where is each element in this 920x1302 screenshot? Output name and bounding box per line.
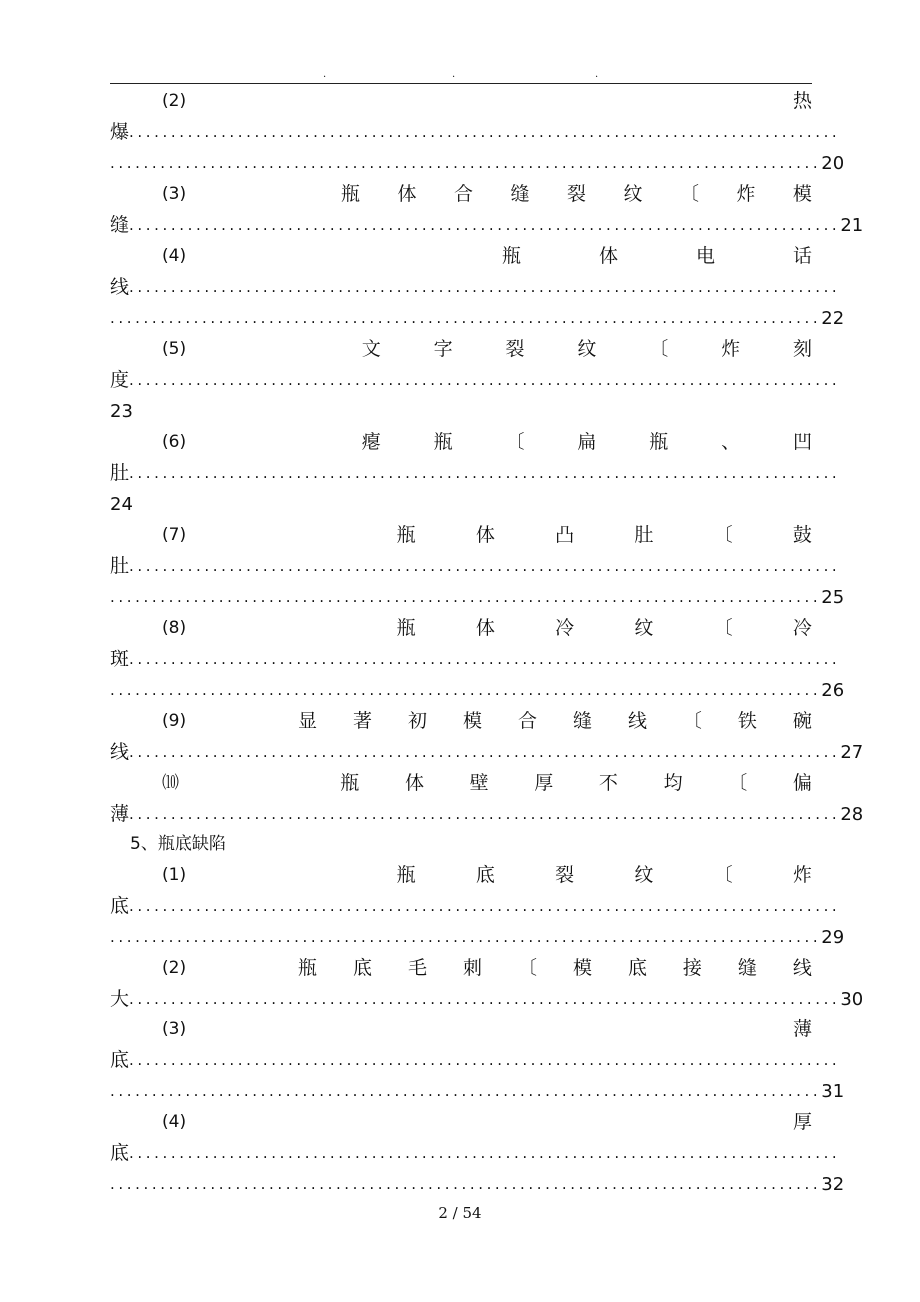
entry-number: (5)	[162, 339, 187, 359]
entry-title-char: 〔	[649, 338, 669, 360]
dot-leader: .....................................................................................	[110, 1082, 822, 1100]
toc-entry-continuation	[110, 210, 864, 241]
entry-title-char: 大	[110, 988, 130, 1010]
entry-title-char: 瓶	[396, 617, 416, 639]
entry-title-char: 〔	[713, 864, 733, 886]
dot-leader: .....................................................................................	[129, 897, 841, 915]
entry-title-char: 底	[110, 1142, 130, 1164]
entry-title-char: 话	[792, 245, 812, 267]
entry-title-char: 裂	[555, 864, 575, 886]
toc-entry-page-line	[110, 396, 812, 427]
header-rule	[110, 83, 812, 84]
toc-entry-page-line	[110, 1169, 845, 1200]
entry-title-char: 〔	[728, 772, 748, 794]
dot-leader: .....................................................................................	[110, 928, 822, 946]
page-number: 27	[840, 742, 864, 763]
entry-title-char: 厚	[792, 1111, 812, 1133]
entry-title-char: 铁	[737, 710, 757, 732]
entry-number: (3)	[162, 184, 187, 204]
entry-title-char: 线	[792, 957, 812, 979]
toc-entry-page-line	[110, 675, 845, 706]
toc-entry-continuation	[110, 272, 841, 303]
toc-entry-dented-bottle[interactable]	[110, 427, 812, 458]
entry-title-char: 纹	[623, 183, 643, 205]
toc-entry-bottom-crack[interactable]	[110, 860, 812, 891]
entry-title-char: 线	[110, 276, 130, 298]
entry-title-char: 纹	[577, 338, 597, 360]
dot-leader: .....................................................................................	[129, 805, 841, 823]
toc-entry-seam-crack[interactable]	[110, 179, 812, 210]
toc-entry-page-line	[110, 1076, 845, 1107]
dot-leader: .....................................................................................	[129, 278, 841, 296]
entry-title-char: 凸	[555, 524, 575, 546]
entry-title-char: 裂	[505, 338, 525, 360]
entry-title-char: 缝	[510, 183, 530, 205]
entry-number: (8)	[162, 618, 187, 638]
entry-title-char: 线	[110, 741, 130, 763]
header-dot: .	[452, 69, 456, 80]
dot-leader: .....................................................................................	[129, 990, 841, 1008]
entry-title-char: 瓶	[396, 864, 416, 886]
entry-title-char: 肚	[634, 524, 654, 546]
entry-title-char: 瓶	[433, 431, 453, 453]
toc-entry-continuation	[110, 799, 864, 830]
entry-title-char: 肚	[110, 555, 130, 577]
entry-title-char: 刺	[462, 957, 482, 979]
page-number: 20	[821, 153, 845, 174]
entry-title-char: 显	[298, 710, 318, 732]
dot-leader: .....................................................................................	[129, 743, 841, 761]
entry-number: (2)	[162, 958, 187, 978]
section-title: 瓶底缺陷	[157, 834, 226, 854]
entry-title-char: 碗	[792, 710, 812, 732]
toc-entry-continuation	[110, 984, 864, 1015]
entry-title-char: 扁	[577, 431, 597, 453]
entry-title-char: 度	[110, 369, 130, 391]
entry-title-char: 〔	[713, 524, 733, 546]
entry-title-char: 文	[361, 338, 381, 360]
page-number: 30	[840, 989, 864, 1010]
entry-title-char: 瘪	[361, 431, 381, 453]
entry-title-char: 模	[572, 957, 592, 979]
dot-leader: .....................................................................................	[129, 1051, 841, 1069]
entry-title-char: 薄	[792, 1018, 812, 1040]
entry-title-char: 体	[475, 617, 495, 639]
entry-title-char: 底	[110, 1049, 130, 1071]
entry-title-char: 〔	[679, 183, 699, 205]
toc-entry-thick-bottom[interactable]	[110, 1107, 812, 1138]
entry-title-char: 凹	[792, 431, 812, 453]
toc-entry-continuation	[110, 644, 841, 675]
entry-title-char: 〔	[713, 617, 733, 639]
entry-title-char: 〔	[517, 957, 537, 979]
entry-title-char: 〔	[682, 710, 702, 732]
entry-title-char: 合	[454, 183, 474, 205]
toc-entry-thin-bottom[interactable]	[110, 1014, 812, 1045]
dot-leader: .....................................................................................	[129, 1144, 841, 1162]
toc-entry-page-line	[110, 582, 845, 613]
dot-leader: .....................................................................................	[110, 588, 822, 606]
entry-title-char: 电	[696, 245, 716, 267]
entry-title-char: 热	[792, 90, 812, 112]
entry-title-char: 合	[517, 710, 537, 732]
entry-title-char: 炸	[736, 183, 756, 205]
entry-title-char: 炸	[721, 338, 741, 360]
toc-entry-continuation	[110, 1045, 841, 1076]
toc-entry-page-line	[110, 922, 845, 953]
page-number: 23	[110, 401, 133, 422]
entry-title-char: 厚	[534, 772, 554, 794]
section-number: 5、	[130, 834, 158, 854]
toc-entry-hot-burst[interactable]	[110, 86, 812, 117]
entry-title-char: 瓶	[502, 245, 522, 267]
entry-title-char: 模	[462, 710, 482, 732]
entry-number: (3)	[162, 1019, 187, 1039]
page-number: 21	[840, 215, 864, 236]
entry-title-char: 线	[627, 710, 647, 732]
entry-title-char: 薄	[110, 803, 130, 825]
entry-title-char: 底	[475, 864, 495, 886]
page-number: 25	[821, 587, 845, 608]
dot-leader: .....................................................................................	[129, 371, 841, 389]
entry-title-char: 〔	[505, 431, 525, 453]
entry-number: (7)	[162, 525, 187, 545]
dot-leader: .....................................................................................	[129, 650, 841, 668]
toc-entry-continuation	[110, 737, 864, 768]
page-number: 26	[821, 680, 845, 701]
entry-title-char: 缝	[110, 214, 130, 236]
section-heading[interactable]	[130, 829, 226, 860]
entry-title-char: 著	[353, 710, 373, 732]
entry-title-char: 鼓	[792, 524, 812, 546]
page-number: 22	[821, 308, 845, 329]
toc-entry-continuation	[110, 891, 841, 922]
page-number: 24	[110, 494, 133, 515]
entry-title-char: 瓶	[340, 772, 360, 794]
dot-leader: .....................................................................................	[110, 154, 822, 172]
entry-title-char: 体	[475, 524, 495, 546]
toc-entry-continuation	[110, 1138, 841, 1169]
entry-title-char: 冷	[555, 617, 575, 639]
entry-title-char: 炸	[792, 864, 812, 886]
toc-entry-page-line	[110, 148, 845, 179]
entry-title-char: 体	[404, 772, 424, 794]
toc-entry-continuation	[110, 551, 841, 582]
entry-title-char: 瓶	[341, 183, 361, 205]
dot-leader: .....................................................................................	[129, 464, 841, 482]
toc-entry-uneven-wall[interactable]	[110, 768, 812, 799]
page-number: 32	[821, 1174, 845, 1195]
toc-entry-bottom-burr[interactable]	[110, 953, 812, 984]
header-dot: .	[595, 69, 599, 80]
page-footer: 2 / 54	[438, 1204, 482, 1222]
entry-title-char: 体	[599, 245, 619, 267]
toc-entry-continuation	[110, 365, 841, 396]
dot-leader: .....................................................................................	[110, 1175, 822, 1193]
dot-leader: .....................................................................................	[110, 309, 822, 327]
dot-leader: .....................................................................................	[129, 557, 841, 575]
entry-title-char: 纹	[634, 864, 654, 886]
entry-title-char: 刻	[792, 338, 812, 360]
entry-title-char: 体	[397, 183, 417, 205]
entry-title-char: 初	[408, 710, 428, 732]
page-number: 29	[821, 927, 845, 948]
toc-entry-text-crack[interactable]	[110, 334, 812, 365]
toc-entry-phone-line[interactable]	[110, 241, 812, 272]
toc-entry-page-line	[110, 303, 845, 334]
entry-title-char: 肚	[110, 462, 130, 484]
entry-title-char: 字	[433, 338, 453, 360]
entry-number: (9)	[162, 711, 187, 731]
entry-title-char: 纹	[634, 617, 654, 639]
entry-title-char: 裂	[566, 183, 586, 205]
entry-title-char: 、	[721, 431, 741, 453]
entry-title-char: 爆	[110, 121, 130, 143]
entry-number: (1)	[162, 865, 187, 885]
dot-leader: .....................................................................................	[110, 681, 822, 699]
entry-number: ⑽	[162, 773, 179, 793]
entry-title-char: 毛	[408, 957, 428, 979]
entry-title-char: 接	[682, 957, 702, 979]
entry-number: (6)	[162, 432, 187, 452]
entry-title-char: 瓶	[298, 957, 318, 979]
entry-title-char: 底	[110, 895, 130, 917]
toc-entry-mold-seam[interactable]	[110, 706, 812, 737]
entry-title-char: 底	[353, 957, 373, 979]
page-number: 28	[840, 804, 864, 825]
dot-leader: .....................................................................................	[129, 216, 841, 234]
entry-title-char: 瓶	[396, 524, 416, 546]
entry-title-char: 缝	[737, 957, 757, 979]
toc-entry-bulging-body[interactable]	[110, 520, 812, 551]
toc-entry-page-line	[110, 489, 812, 520]
entry-number: (2)	[162, 91, 187, 111]
page-number: 31	[821, 1081, 845, 1102]
entry-title-char: 底	[627, 957, 647, 979]
entry-title-char: 冷	[792, 617, 812, 639]
entry-title-char: 缝	[572, 710, 592, 732]
header-dot: .	[323, 69, 327, 80]
entry-title-char: 模	[792, 183, 812, 205]
entry-title-char: 不	[598, 772, 618, 794]
entry-title-char: 瓶	[649, 431, 669, 453]
toc-entry-cold-pattern[interactable]	[110, 613, 812, 644]
toc-entry-continuation	[110, 117, 841, 148]
entry-title-char: 偏	[792, 772, 812, 794]
dot-leader: .....................................................................................	[129, 123, 841, 141]
entry-title-char: 均	[663, 772, 683, 794]
entry-title-char: 壁	[469, 772, 489, 794]
toc-entry-continuation	[110, 458, 841, 489]
entry-title-char: 斑	[110, 648, 130, 670]
entry-number: (4)	[162, 1112, 187, 1132]
entry-number: (4)	[162, 246, 187, 266]
